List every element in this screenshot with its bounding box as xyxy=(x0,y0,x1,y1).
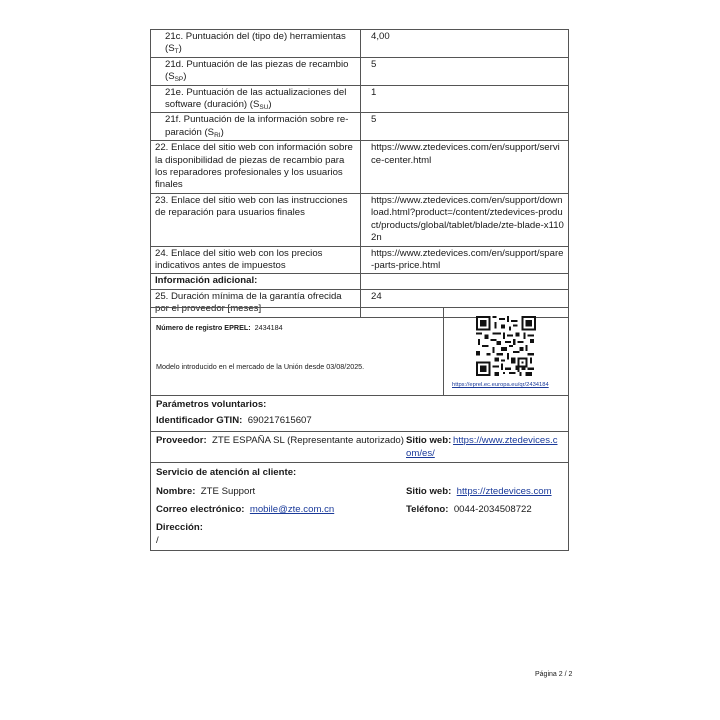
divider xyxy=(151,431,568,432)
table-row xyxy=(151,274,569,289)
spec-value: 5 xyxy=(361,113,569,141)
table-row xyxy=(151,246,569,274)
spec-label: 24. Enlace del sitio web con los precios indicativos antes de impuestos xyxy=(151,246,361,274)
spec-label: 22. Enlace del sitio web con información sobre la disponibilidad de piezas de recambio para los reparadores profesionales y los usuarios finales xyxy=(151,141,361,194)
spec-link[interactable]: https://www.ztedevices.com/en/support/download.html?product=/content/ztedevices-product/products/global/tablet/blade/zte-blade-x1102n xyxy=(361,193,569,246)
qr-code-icon[interactable] xyxy=(476,316,536,376)
spec-label: 21e. Puntuación de las actualizaciones del software (duración) $(S_{SU})$ xyxy=(151,85,361,113)
spec-label: 21f. Puntuación de la información sobre re-paración $(S_{RI})$ xyxy=(151,113,361,141)
table-row xyxy=(151,141,569,194)
supplier-web-link-cont[interactable]: om/es/ xyxy=(406,448,435,459)
spec-label: 23. Enlace del sitio web con las instrucciones de reparación para usuarios finales xyxy=(151,193,361,246)
section-heading: Información adicional: xyxy=(151,274,361,289)
market-date-text: Modelo introducido en el mercado de la Unión desde 03/08/2025. xyxy=(156,362,365,371)
service-name-row: Nombre: ZTE Support xyxy=(156,486,256,497)
spec-link[interactable]: https://www.ztedevices.com/en/support/service-center.html xyxy=(361,141,569,194)
table-row xyxy=(151,113,569,141)
service-address-label: Dirección: xyxy=(156,522,203,533)
gtin-row: Identificador GTIN: 690217615607 xyxy=(156,415,312,426)
spec-table xyxy=(150,29,569,318)
voluntary-title: Parámetros voluntarios: xyxy=(156,399,267,410)
supplier-web-link[interactable]: https://www.ztedevices.c xyxy=(453,435,558,446)
eprel-header xyxy=(151,308,568,396)
page-number: Página 2 / 2 xyxy=(535,671,573,678)
spec-label: 21d. Puntuación de las piezas de recambio $(S_{SP})$ xyxy=(151,57,361,85)
divider xyxy=(151,462,568,463)
service-email-link[interactable]: mobile@zte.com.cn xyxy=(249,504,335,515)
service-email-row: Correo electrónico: mobile@zte.com.cn xyxy=(156,504,335,515)
eprel-info xyxy=(151,308,444,396)
table-row xyxy=(151,85,569,113)
supplier-row: Proveedor: ZTE ESPAÑA SL (Representante autorizado) xyxy=(156,435,404,446)
table-row xyxy=(151,30,569,58)
service-title: Servicio de atención al cliente: xyxy=(156,467,297,478)
spec-value: 5 xyxy=(361,57,569,85)
service-web-link[interactable]: https://ztedevices.com xyxy=(456,486,552,497)
table-row xyxy=(151,193,569,246)
spec-value: 4,00 xyxy=(361,30,569,58)
eprel-card xyxy=(150,307,569,551)
spec-label: 21c. Puntuación del (tipo de) herramientas $(S_T)$ xyxy=(151,30,361,58)
service-address-value: / xyxy=(156,535,159,546)
table-row xyxy=(151,57,569,85)
spec-label: 25. Duración mínima de la garantía ofrecida por el proveedor [meses] xyxy=(151,289,361,317)
registration-number: Número de registro EPREL: 2434184 xyxy=(156,323,283,332)
qr-link[interactable]: https://eprel.ec.europa.eu/qr/2434184 xyxy=(452,382,549,388)
service-phone-row: Teléfono: 0044-2034508722 xyxy=(406,504,532,515)
spec-value: 1 xyxy=(361,85,569,113)
empty-cell xyxy=(361,274,569,289)
service-web-row: Sitio web: https://ztedevices.com xyxy=(406,486,552,497)
spec-value: 24 xyxy=(361,289,569,317)
spec-link[interactable]: https://www.ztedevices.com/en/support/spare-parts-price.html xyxy=(361,246,569,274)
supplier-web-label: Sitio web: xyxy=(406,435,452,446)
